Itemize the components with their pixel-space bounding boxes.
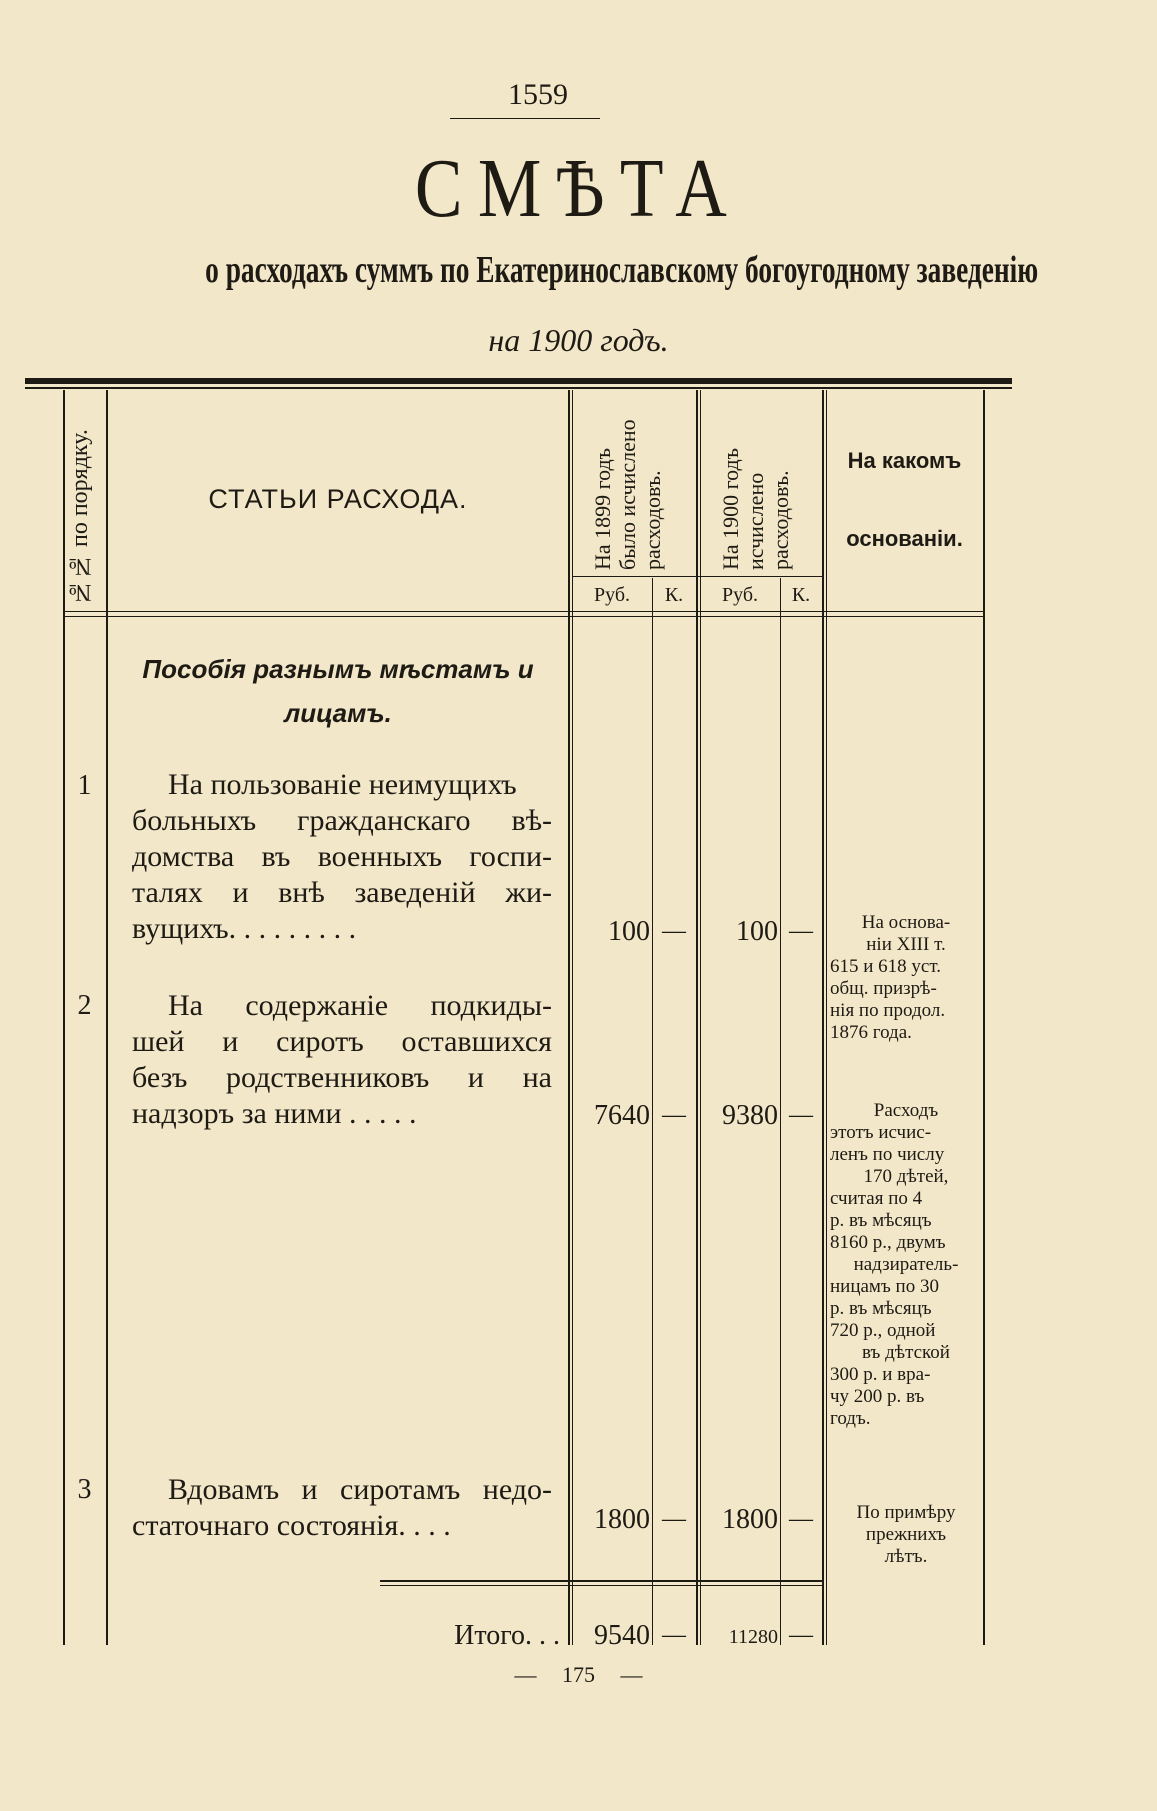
- header-articles: СТАТЬИ РАСХОДА.: [208, 484, 468, 514]
- row-text-line: На пользованіе неимущихъ: [168, 768, 517, 801]
- row-text-line: талях и внѣ заведеній жи-: [132, 876, 552, 909]
- col-rule-right: [983, 390, 985, 1645]
- row-rub-1899: 7640: [594, 1100, 650, 1131]
- header-1899: На 1899 годъ было исчислено расходовъ.: [590, 419, 665, 570]
- section-title-line1: Пособія разнымъ мѣстамъ и: [142, 654, 534, 684]
- header-number: №№ по порядку.: [67, 429, 93, 605]
- col-rule-1900-inner: [826, 390, 827, 1645]
- col-rule-1899-inner: [700, 390, 701, 1645]
- row-basis: По примѣру прежнихъ лѣтъ.: [856, 1502, 956, 1567]
- header-kop-1899: К.: [664, 584, 684, 606]
- row-text-line: надзоръ за ними . . . . .: [132, 1097, 417, 1130]
- table-top-thick-rule: [25, 378, 1012, 384]
- table-top-thin-rule: [25, 387, 1012, 389]
- page-number-top: 1559: [508, 78, 568, 111]
- row-kop-1899: —: [662, 1506, 686, 1532]
- header-rub-1900: Руб.: [721, 584, 759, 606]
- header-kop-1900: К.: [791, 584, 811, 606]
- total-rule: [380, 1580, 822, 1582]
- row-rub-1900: 1800: [722, 1504, 778, 1535]
- total-rule-inner: [380, 1585, 822, 1586]
- header-bottom-rule-2: [63, 616, 983, 617]
- row-text: [132, 988, 552, 1132]
- row-text: [132, 1472, 552, 1544]
- total-kop-1900: —: [789, 1622, 813, 1648]
- row-kop-1900: —: [789, 918, 813, 944]
- year-line: на 1900 годъ.: [488, 322, 669, 358]
- header-basis-1: На какомъ: [847, 448, 962, 473]
- row-rub-1899: 100: [608, 916, 650, 947]
- col-rule-1900: [822, 390, 824, 1645]
- total-rub-1900: 11280: [728, 1626, 778, 1648]
- subheader-rule: [572, 576, 822, 577]
- row-text: [132, 767, 552, 947]
- header-1900: На 1900 годъ исчислено расходовъ.: [718, 447, 793, 570]
- col-rule-articles-inner: [572, 390, 573, 1645]
- document-subtitle: о расходахъ суммъ по Екатеринославскому богоугодному заведенію: [205, 249, 1039, 291]
- row-kop-1899: —: [662, 1102, 686, 1128]
- header-basis-2: основаніи.: [846, 526, 963, 551]
- row-rub-1899: 1800: [594, 1504, 650, 1535]
- row-kop-1899: —: [662, 918, 686, 944]
- row-text-line: домства въ военныхъ госпи-: [132, 840, 552, 873]
- row-text-line: шей и сиротъ оставшихся: [132, 1025, 552, 1058]
- page-number-bottom: — 175 —: [514, 1662, 643, 1687]
- row-rub-1900: 9380: [722, 1100, 778, 1131]
- row-number: 1: [77, 770, 92, 801]
- row-text-line: статочнаго состоянія. . . .: [132, 1509, 451, 1542]
- row-kop-1900: —: [789, 1102, 813, 1128]
- col-rule-number: [106, 390, 108, 1645]
- row-text-line: На содержаніе подкиды-: [168, 989, 552, 1022]
- row-text-line: безъ родственниковъ и на: [132, 1061, 552, 1094]
- total-label: Итого. . .: [454, 1620, 560, 1651]
- row-basis: Расходъ этотъ исчис- ленъ по числу 170 дѣтей, считая по 4 р. въ мѣсяцъ 8160 р., двумъ надзиратель- ницамъ по 30 р. въ мѣсяцъ 720 р., одной въ дѣтской 300 р. и вра- чу 200 р. въ годъ.: [830, 1100, 959, 1429]
- header-rule: [450, 118, 600, 119]
- header-rub-1899: Руб.: [593, 584, 631, 606]
- col-rule-1899: [696, 390, 698, 1645]
- total-kop-1899: —: [662, 1622, 686, 1648]
- row-basis: На основа- ніи XIII т. 615 и 618 уст. общ. призрѣ- нія по продол. 1876 года.: [830, 912, 951, 1043]
- row-number: 2: [77, 990, 92, 1021]
- header-bottom-rule-1: [63, 611, 983, 612]
- document-title: СМѢТА: [414, 142, 743, 235]
- total-rub-1899: 9540: [594, 1620, 650, 1651]
- col-rule-articles: [568, 390, 570, 1645]
- row-text-line: больныхъ гражданскаго вѣ-: [132, 804, 552, 837]
- row-text-line: Вдовамъ и сиротамъ недо-: [168, 1473, 552, 1506]
- section-title-line2: лицамъ.: [284, 698, 392, 728]
- row-text-line: вущихъ. . . . . . . . .: [132, 912, 357, 945]
- row-rub-1900: 100: [736, 916, 778, 947]
- row-kop-1900: —: [789, 1506, 813, 1532]
- row-number: 3: [77, 1474, 92, 1505]
